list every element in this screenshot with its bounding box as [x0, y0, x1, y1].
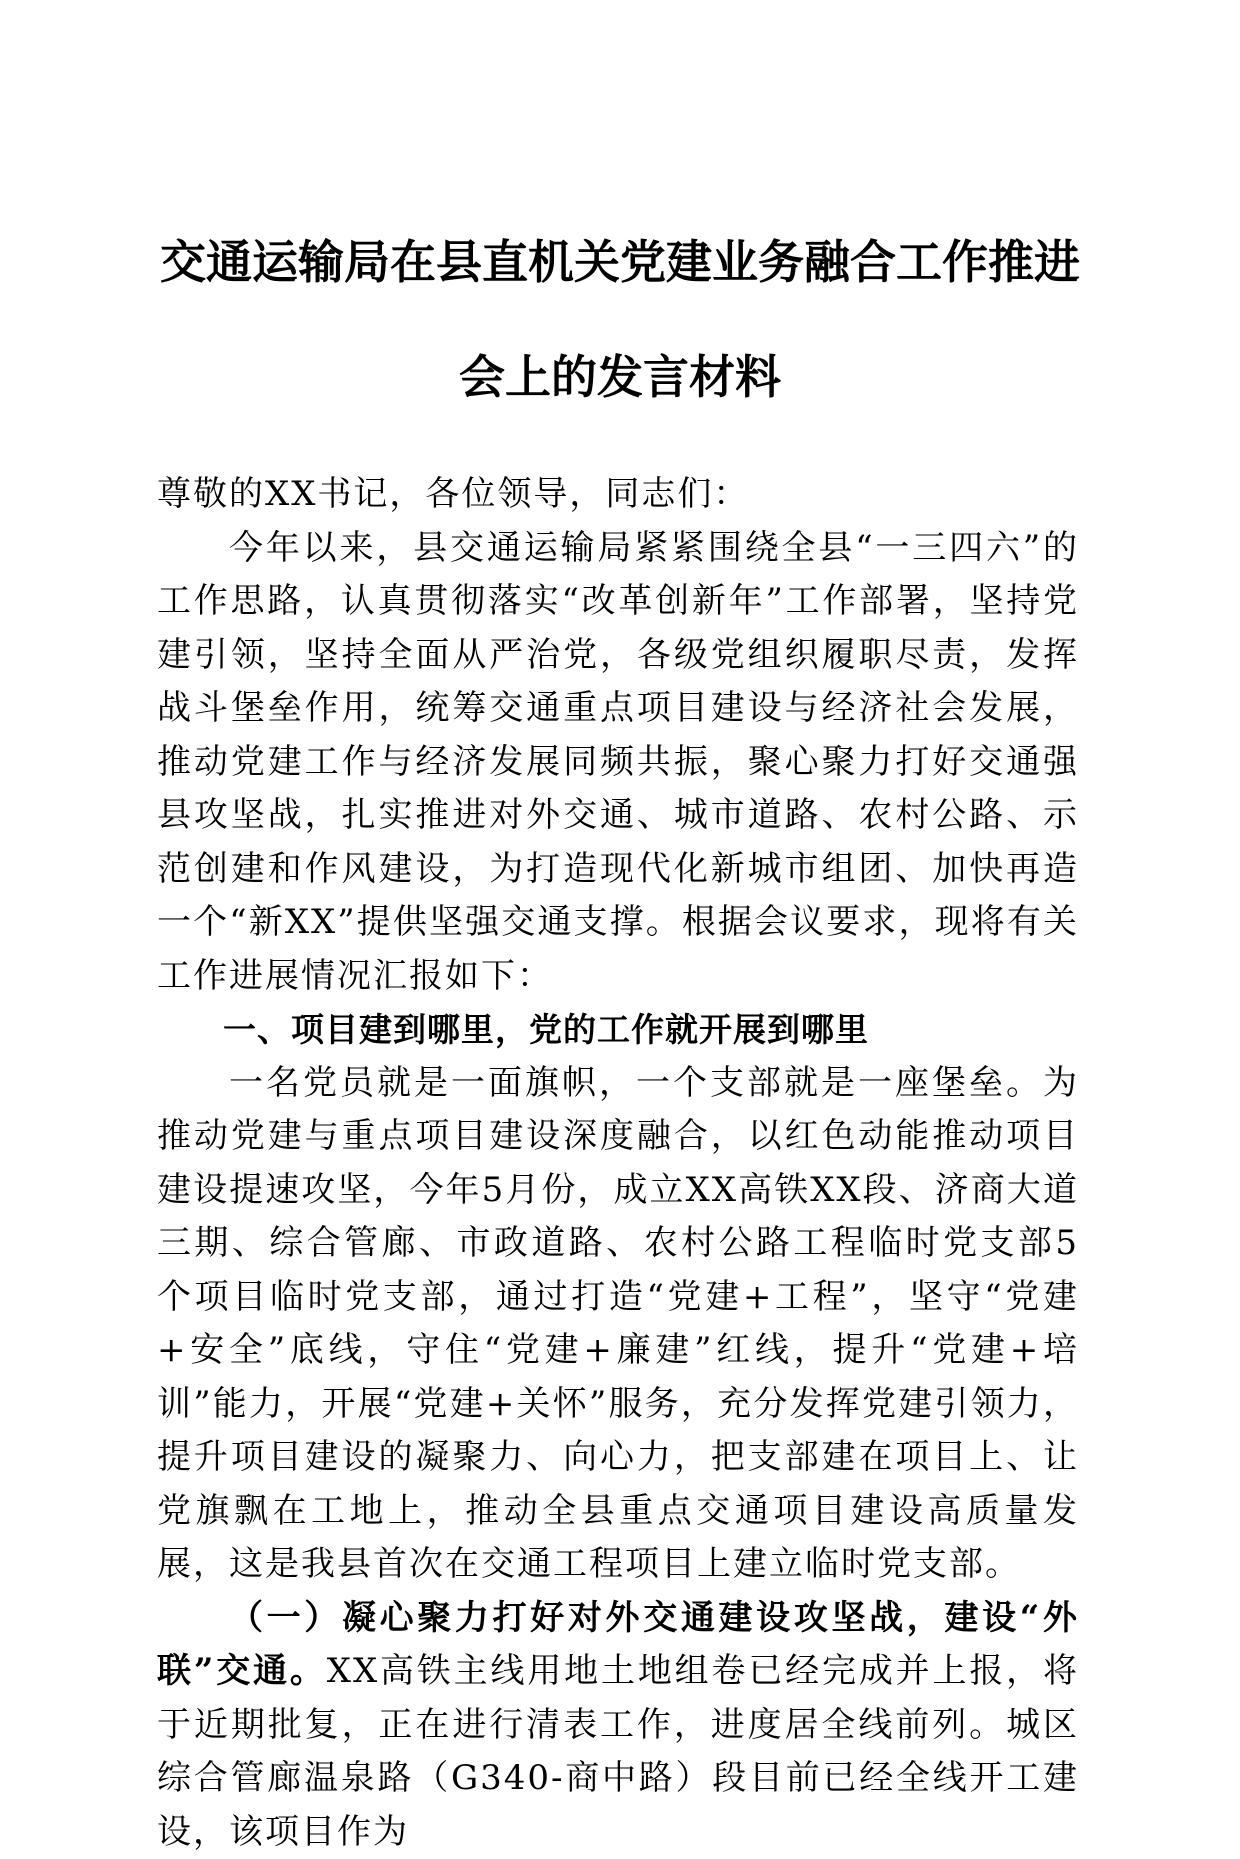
subsection-1-heading: （一）凝心聚力打好对外交通建设攻坚战，建设“外联”交通。: [157, 1598, 1079, 1692]
document-title-line-2: 会上的发言材料: [150, 347, 1090, 407]
document-title-line-1: 交通运输局在县直机关党建业务融合工作推进: [150, 232, 1090, 292]
subsection-1-paragraph: [157, 1592, 1079, 1859]
section-1-paragraph: 一名党员就是一面旗帜，一个支部就是一座堡垒。为推动党建与重点项目建设深度融合，以红色动能推动项目建设提速攻坚，今年5月份，成立XX高铁XX段、济商大道三期、综合管廊、市政道路、农村公路工程临时党支部5个项目临时党支部，通过打造“党建+工程”，坚守“党建+安全”底线，守住“党建+廉建”红线，提升“党建+培训”能力，开展“党建+关怀”服务，充分发挥党建引领力，提升项目建设的凝聚力、向心力，把支部建在项目上、让党旗飘在工地上，推动全县重点交通项目建设高质量发展，这是我县首次在交通工程项目上建立临时党支部。: [157, 1057, 1079, 1592]
greeting: 尊敬的XX书记，各位领导，同志们：: [157, 468, 1079, 522]
intro-paragraph: 今年以来，县交通运输局紧紧围绕全县“一三四六”的工作思路，认真贯彻落实“改革创新年”工作部署，坚持党建引领，坚持全面从严治党，各级党组织履职尽责，发挥战斗堡垒作用，统筹交通重点项目建设与经济社会发展，推动党建工作与经济发展同频共振，聚心聚力打好交通强县攻坚战，扎实推进对外交通、城市道路、农村公路、示范创建和作风建设，为打造现代化新城市组团、加快再造一个“新XX”提供坚强交通支撑。根据会议要求，现将有关工作进展情况汇报如下：: [157, 522, 1079, 1004]
section-1-heading: 一、项目建到哪里，党的工作就开展到哪里: [157, 1003, 1079, 1057]
subsection-1-text: XX高铁主线用地土地组卷已经完成并上报，将于近期批复，正在进行清表工作，进度居全线前列。城区综合管廊温泉路（G340-商中路）段目前已经全线开工建设，该项目作为: [157, 1651, 1079, 1852]
document-body: [157, 468, 1079, 1859]
